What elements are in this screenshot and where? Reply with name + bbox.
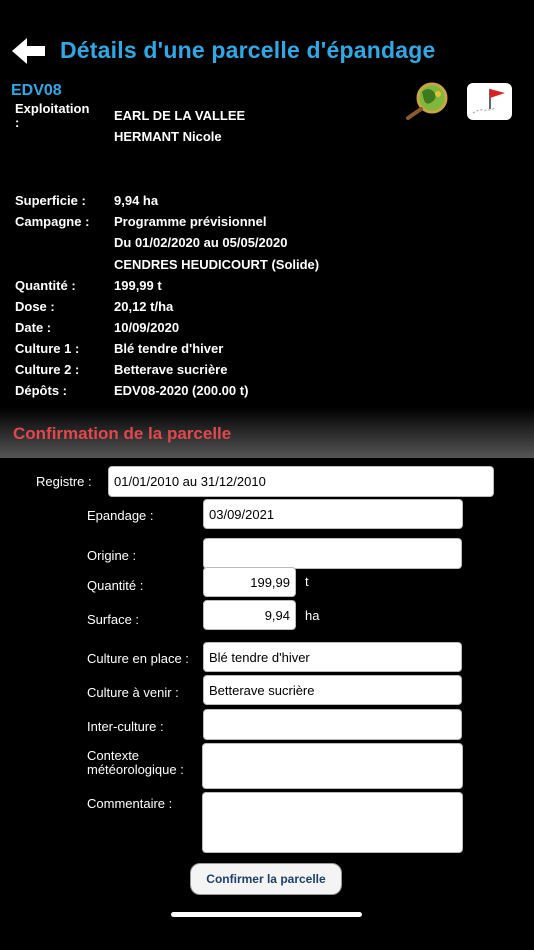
back-arrow-icon[interactable] xyxy=(12,36,46,66)
date-value: 10/09/2020 xyxy=(114,320,180,335)
page-title: Détails d'une parcelle d'épandage xyxy=(60,37,436,63)
superficie-value: 9,94 ha xyxy=(114,193,159,208)
campagne-product: CENDRES HEUDICOURT (Solide) xyxy=(114,257,320,272)
quantite-unit: t xyxy=(305,574,309,589)
culture2-value: Betterave sucrière xyxy=(114,362,228,377)
culture-a-venir-label: Culture à venir : xyxy=(87,685,179,700)
origine-field[interactable] xyxy=(203,538,462,569)
culture1-label: Culture 1 : xyxy=(15,341,80,356)
culture-en-place-label: Culture en place : xyxy=(87,651,189,666)
red-flag-icon[interactable] xyxy=(467,83,512,120)
depots-label: Dépôts : xyxy=(15,383,67,398)
commentaire-label: Commentaire : xyxy=(87,796,173,811)
map-magnifier-icon[interactable] xyxy=(402,80,458,120)
origine-label: Origine : xyxy=(87,548,137,563)
culture-en-place-field[interactable]: Blé tendre d'hiver xyxy=(203,642,462,672)
campagne-period: Du 01/02/2020 au 05/05/2020 xyxy=(114,235,288,250)
surface-unit: ha xyxy=(305,608,320,623)
inter-culture-label: Inter-culture : xyxy=(87,719,164,734)
confirmation-section-title: Confirmation de la parcelle xyxy=(13,424,232,443)
quantite-form-label: Quantité : xyxy=(87,578,144,593)
surface-label: Surface : xyxy=(87,612,140,627)
quantite-value: 199,99 t xyxy=(114,278,162,293)
contexte-field[interactable] xyxy=(202,743,463,789)
culture2-label: Culture 2 : xyxy=(15,362,80,377)
campagne-value: Programme prévisionnel xyxy=(114,214,267,229)
superficie-label: Superficie : xyxy=(15,193,86,208)
campagne-label: Campagne : xyxy=(15,214,90,229)
surface-field[interactable]: 9,94 xyxy=(203,600,296,630)
depots-value: EDV08-2020 (200.00 t) xyxy=(114,383,249,398)
parcel-id: EDV08 xyxy=(11,82,62,99)
commentaire-field[interactable] xyxy=(202,792,463,853)
exploitant-name: HERMANT Nicole xyxy=(114,129,222,144)
exploitation-value: EARL DE LA VALLEE xyxy=(114,108,246,123)
registre-field[interactable]: 01/01/2010 au 31/12/2010 xyxy=(108,466,494,497)
exploitation-label-colon: : xyxy=(15,115,20,130)
culture-a-venir-field[interactable]: Betterave sucrière xyxy=(203,675,462,705)
registre-label: Registre : xyxy=(36,474,92,489)
date-label: Date : xyxy=(15,320,52,335)
culture1-value: Blé tendre d'hiver xyxy=(114,341,224,356)
dose-value: 20,12 t/ha xyxy=(114,299,174,314)
confirm-parcel-button[interactable]: Confirmer la parcelle xyxy=(190,863,342,895)
epandage-label: Epandage : xyxy=(87,508,154,523)
exploitation-label: Exploitation xyxy=(15,101,90,116)
header xyxy=(0,0,534,80)
dose-label: Dose : xyxy=(15,299,55,314)
quantite-field[interactable]: 199,99 xyxy=(203,567,296,597)
home-indicator[interactable] xyxy=(171,912,362,917)
quantite-label: Quantité : xyxy=(15,278,76,293)
epandage-field[interactable]: 03/09/2021 xyxy=(203,499,463,529)
contexte-label-line2: météorologique : xyxy=(87,762,184,777)
contexte-label-line1: Contexte xyxy=(87,748,140,763)
inter-culture-field[interactable] xyxy=(203,709,462,740)
